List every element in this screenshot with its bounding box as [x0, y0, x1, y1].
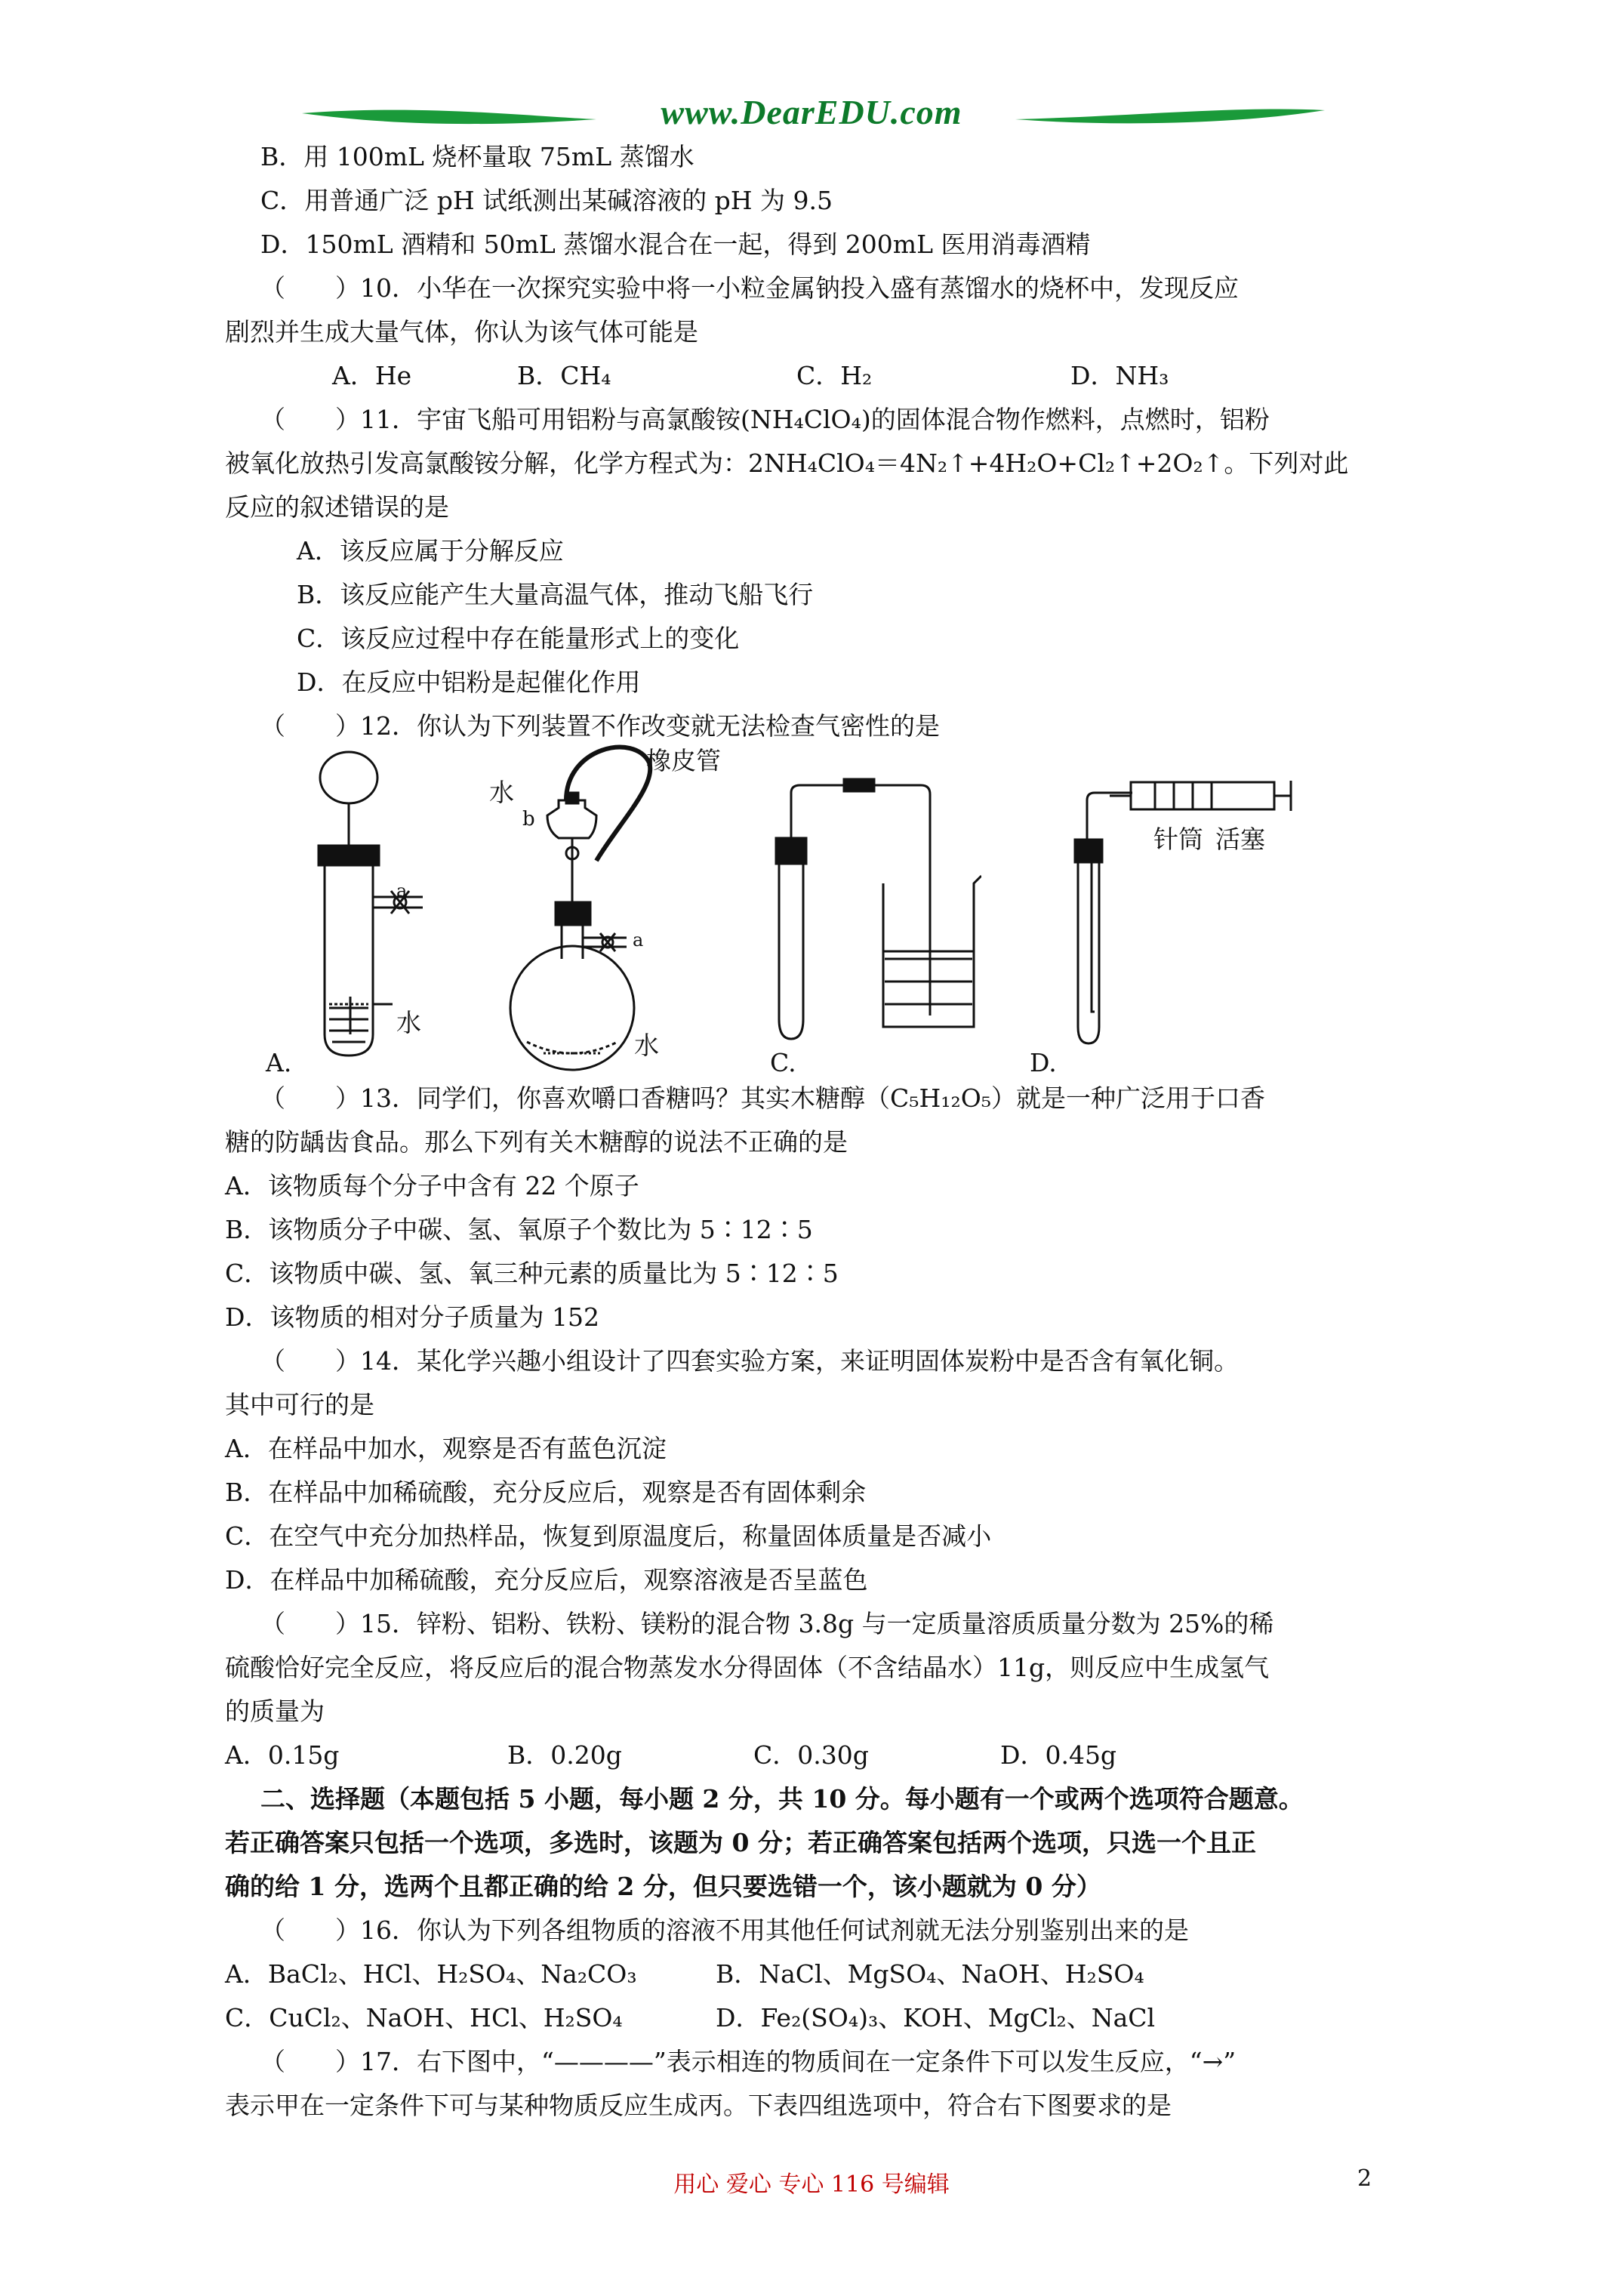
line-1: B．用 100mL 烧杯量取 75mL 蒸馏水	[260, 142, 694, 171]
line-11: B．该反应能产生大量高温气体，推动飞船飞行	[297, 580, 814, 609]
q10-option-c: C．H₂	[796, 361, 873, 390]
line-15: （ ）13．同学们，你喜欢嚼口香糖吗？其实木糖醇（C₅H₁₂O₅）就是一种广泛用于口香	[260, 1083, 1265, 1113]
q10-option-d: D．NH₃	[1070, 361, 1169, 390]
fig-b-water2-label: 水	[634, 1031, 659, 1060]
q10-option-a: A．He	[332, 361, 412, 390]
q15-option-b: B．0.20g	[507, 1740, 622, 1770]
line-34: （ ）16．你认为下列各组物质的溶液不用其他任何试剂就无法分别鉴别出来的是	[260, 1915, 1189, 1945]
footer-text: 用心 爱心 专心 116 号编辑	[673, 2171, 950, 2198]
line-23: A．在样品中加水，观察是否有蓝色沉淀	[225, 1434, 667, 1463]
line-28: 硫酸恰好完全反应，将反应后的混合物蒸发水分得固体（不含结晶水）11g，则反应中生成氢气	[225, 1653, 1270, 1682]
line-3: D．150mL 酒精和 50mL 蒸馏水混合在一起，得到 200mL 医用消毒酒精	[260, 230, 1091, 259]
fig-a-label: A.	[266, 1048, 292, 1077]
line-16: 糖的防龋齿食品。那么下列有关木糖醇的说法不正确的是	[225, 1127, 848, 1157]
q16-option-a: A．BaCl₂、HCl、H₂SO₄、Na₂CO₃	[225, 1959, 637, 1989]
line-27: （ ）15．锌粉、铝粉、铁粉、镁粉的混合物 3.8g 与一定质量溶质质量分数为 25%的稀	[260, 1609, 1274, 1638]
line-24: B．在样品中加稀硫酸，充分反应后，观察是否有固体剩余	[225, 1478, 867, 1507]
section-2-line-3: 确的给 1 分，选两个且都正确的给 2 分，但只要选错一个，该小题就为 0 分）	[225, 1872, 1101, 1901]
line-17: A．该物质每个分子中含有 22 个原子	[225, 1171, 639, 1200]
fig-a-tap-label: a	[396, 880, 408, 901]
line-20: D．该物质的相对分子质量为 152	[225, 1302, 599, 1332]
fig-d-label: D.	[1030, 1048, 1057, 1077]
apparatus-a-diagram	[302, 747, 483, 1065]
line-18: B．该物质分子中碳、氢、氧原子个数比为 5∶12∶5	[225, 1215, 813, 1244]
line-12: C．该反应过程中存在能量形式上的变化	[297, 624, 740, 653]
line-10: A．该反应属于分解反应	[297, 536, 564, 566]
q10-option-b: B．CH₄	[517, 361, 611, 390]
fig-c-label: C.	[770, 1048, 796, 1077]
line-26: D．在样品中加稀硫酸，充分反应后，观察溶液是否呈蓝色	[225, 1565, 868, 1595]
apparatus-d-diagram	[1042, 763, 1298, 1049]
line-38: 表示甲在一定条件下可与某种物质反应生成丙。下表四组选项中，符合右下图要求的是	[225, 2091, 1172, 2120]
piston-label: 活塞	[1215, 824, 1265, 854]
line-2: C．用普通广泛 pH 试纸测出某碱溶液的 pH 为 9.5	[260, 186, 833, 215]
fig-b-water-label: 水	[489, 778, 514, 807]
q15-option-c: C．0.30g	[753, 1740, 869, 1770]
page-number: 2	[1357, 2165, 1372, 2192]
line-8: 被氧化放热引发高氯酸铵分解，化学方程式为：2NH₄ClO₄＝4N₂↑+4H₂O+Cl₂↑+2O₂↑。下列对此	[225, 448, 1349, 478]
line-19: C．该物质中碳、氢、氧三种元素的质量比为 5∶12∶5	[225, 1259, 839, 1288]
fig-a-water-label: 水	[396, 1008, 421, 1037]
line-5: 剧烈并生成大量气体，你认为该气体可能是	[225, 317, 698, 347]
site-title: www.DearEDU.com	[661, 93, 962, 131]
q15-option-d: D．0.45g	[1000, 1740, 1117, 1770]
line-22: 其中可行的是	[225, 1390, 374, 1419]
section-2-line-2: 若正确答案只包括一个选项，多选时，该题为 0 分；若正确答案包括两个选项，只选一个且正	[225, 1828, 1256, 1857]
line-4: （ ）10．小华在一次探究实验中将一小粒金属钠投入盛有蒸馏水的烧杯中，发现反应	[260, 273, 1239, 303]
line-29: 的质量为	[225, 1697, 325, 1726]
fig-b-tap-a-label: a	[633, 929, 644, 951]
q16-option-b: B．NaCl、MgSO₄、NaOH、H₂SO₄	[716, 1959, 1144, 1989]
apparatus-c-diagram	[755, 763, 981, 1049]
q16-option-c: C．CuCl₂、NaOH、HCl、H₂SO₄	[225, 2003, 623, 2032]
section-2-line-1: 二、选择题（本题包括 5 小题，每小题 2 分，共 10 分。每小题有一个或两个选项符合题意。	[260, 1784, 1304, 1814]
line-7: （ ）11．宇宙飞船可用铝粉与高氯酸铵(NH₄ClO₄)的固体混合物作燃料，点燃时，铝粉	[260, 405, 1270, 434]
line-25: C．在空气中充分加热样品，恢复到原温度后，称量固体质量是否减小	[225, 1521, 992, 1551]
line-37: （ ）17．右下图中，“————”表示相连的物质间在一定条件下可以发生反应，“→”	[260, 2047, 1236, 2076]
syringe-label: 针筒	[1153, 824, 1203, 854]
rubber-tube-label: 橡皮管	[646, 746, 721, 775]
q16-option-d: D．Fe₂(SO₄)₃、KOH、MgCl₂、NaCl	[716, 2003, 1156, 2032]
line-21: （ ）14．某化学兴趣小组设计了四套实验方案，来证明固体炭粉中是否含有氧化铜。	[260, 1346, 1239, 1376]
line-13: D．在反应中铝粉是起催化作用	[297, 667, 641, 697]
line-14: （ ）12．你认为下列装置不作改变就无法检查气密性的是	[260, 711, 940, 741]
fig-b-tap-b-label: b	[522, 808, 535, 831]
q15-option-a: A．0.15g	[225, 1740, 340, 1770]
line-9: 反应的叙述错误的是	[225, 492, 449, 522]
